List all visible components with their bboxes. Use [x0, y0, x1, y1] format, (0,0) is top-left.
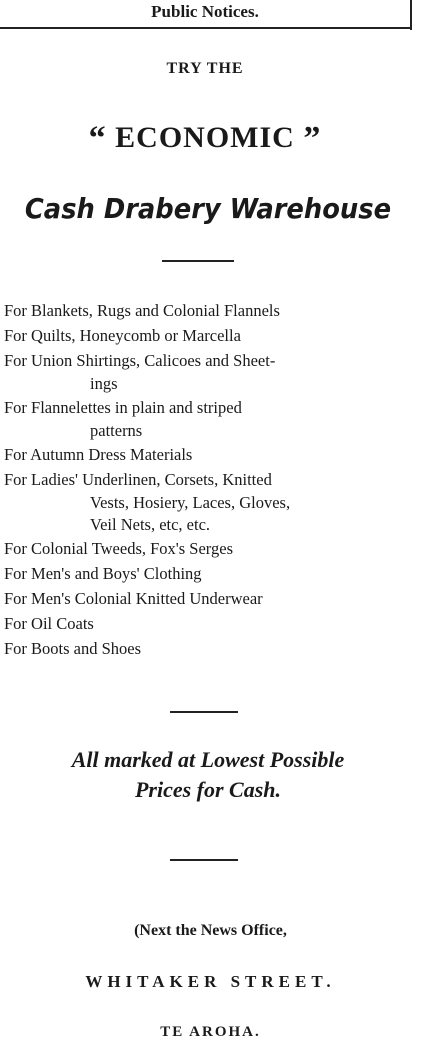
list-item [4, 323, 414, 348]
town-name: TE AROHA. [160, 1024, 261, 1040]
goods-list [4, 298, 414, 661]
list-item-text: For Autumn Dress Materials [4, 445, 193, 464]
list-item-text: For Colonial Tweeds, Fox's Serges [4, 539, 234, 558]
header-divider [0, 27, 410, 29]
list-item [4, 536, 414, 561]
open-quote: “ [88, 120, 107, 157]
list-item-text: For Union Shirtings, Calicoes and Sheet- [4, 351, 276, 370]
pricing-line: Prices for Cash. [134, 777, 282, 802]
list-item-text: For Oil Coats [4, 614, 94, 633]
list-item [4, 611, 414, 636]
pricing-line: All marked at Lowest Possible [71, 747, 345, 772]
list-item [4, 442, 414, 467]
list-item-text: For Boots and Shoes [4, 639, 142, 658]
close-quote: ” [303, 120, 322, 157]
list-item [4, 586, 414, 611]
column-divider [410, 0, 412, 30]
list-item-text: For Men's Colonial Knitted Underwear [4, 589, 263, 608]
street-name: WHITAKER STREET. [85, 972, 336, 991]
store-name-heading [0, 120, 410, 158]
advert-intro: TRY THE [166, 60, 244, 77]
list-item [4, 561, 414, 586]
list-item-text: For Quilts, Honeycomb or Marcella [4, 326, 241, 345]
list-item-continuation: ings [90, 374, 118, 393]
list-item-text: For Men's and Boys' Clothing [4, 564, 202, 583]
list-item [4, 636, 414, 661]
list-item-continuation: Vests, Hosiery, Laces, Gloves, [90, 493, 291, 512]
store-name: ECONOMIC [115, 121, 295, 154]
divider-rule [170, 711, 238, 713]
list-item-text: For Blankets, Rugs and Colonial Flannels [4, 301, 280, 320]
list-item [4, 348, 414, 395]
divider-rule [162, 260, 234, 262]
address-line: (Next the News Office, [134, 922, 287, 939]
list-item [4, 298, 414, 323]
store-subtitle: Cash Drabery Warehouse [24, 192, 392, 225]
list-item [4, 467, 414, 536]
section-header: Public Notices. [151, 2, 259, 21]
list-item-text: For Ladies' Underlinen, Corsets, Knitted [4, 470, 272, 489]
list-item [4, 395, 414, 442]
list-item-continuation: Veil Nets, etc, etc. [90, 515, 211, 534]
divider-rule [170, 859, 238, 861]
list-item-text: For Flannelettes in plain and striped [4, 398, 242, 417]
pricing-statement [0, 745, 416, 805]
list-item-continuation: patterns [90, 421, 143, 440]
